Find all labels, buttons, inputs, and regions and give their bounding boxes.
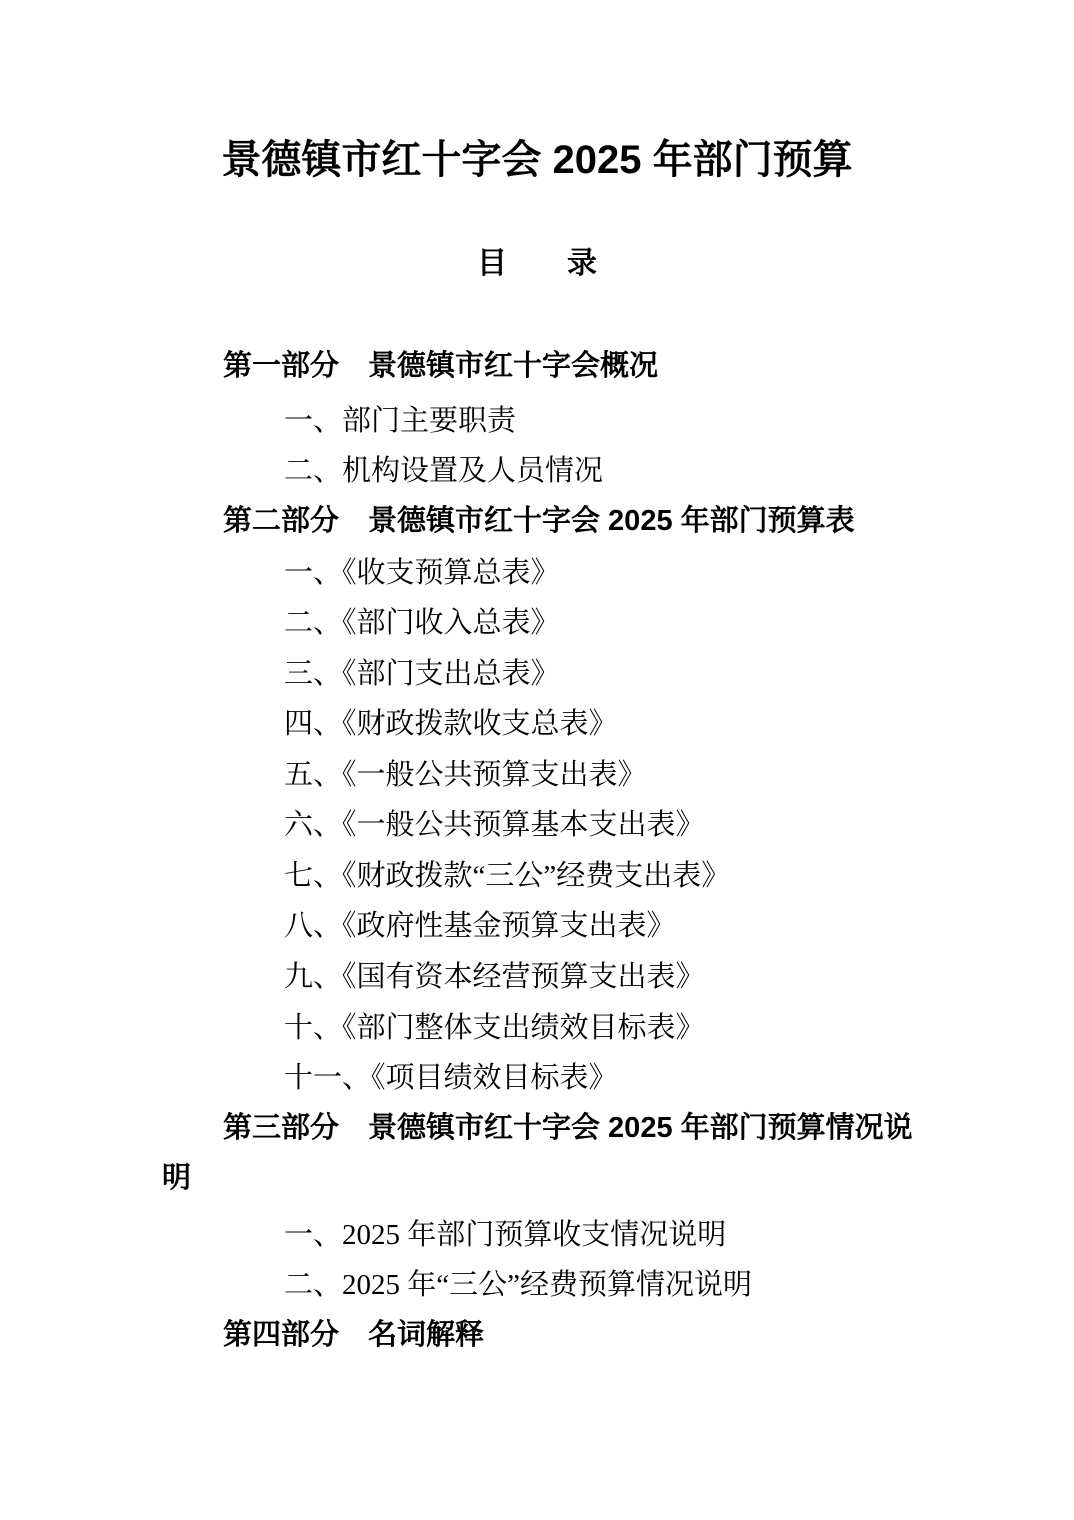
toc-item: 十一、《项目绩效目标表》 (284, 1062, 618, 1094)
toc-item: 一、《收支预算总表》 (284, 557, 560, 589)
toc-item: 二、机构设置及人员情况 (284, 455, 604, 487)
toc-item: 六、《一般公共预算基本支出表》 (284, 809, 705, 841)
document-title: 景德镇市红十字会 2025 年部门预算 (221, 138, 853, 182)
toc-item: 八、《政府性基金预算支出表》 (284, 910, 676, 942)
toc-item: 四、《财政拨款收支总表》 (284, 708, 618, 740)
toc-heading: 目 录 (477, 247, 597, 280)
toc-item: 九、《国有资本经营预算支出表》 (284, 961, 705, 993)
toc-item: 二、2025 年“三公”经费预算情况说明 (284, 1269, 752, 1301)
toc-item: 一、部门主要职责 (284, 405, 517, 437)
toc-item: 二、《部门收入总表》 (284, 607, 560, 639)
toc-section-heading: 第三部分 景德镇市红十字会 2025 年部门预算情况说 (223, 1112, 913, 1144)
toc-item: 十、《部门整体支出绩效目标表》 (284, 1012, 705, 1044)
toc-section-heading: 第二部分 景德镇市红十字会 2025 年部门预算表 (223, 505, 855, 537)
toc-item: 三、《部门支出总表》 (284, 658, 560, 690)
toc-item: 七、《财政拨款“三公”经费支出表》 (284, 860, 731, 892)
toc-section-heading: 第一部分 景德镇市红十字会概况 (223, 350, 659, 382)
toc-section-heading-continuation: 明 (162, 1162, 192, 1194)
toc-item: 一、2025 年部门预算收支情况说明 (284, 1219, 727, 1251)
toc-item: 五、《一般公共预算支出表》 (284, 759, 647, 791)
toc-section-heading: 第四部分 名词解释 (223, 1319, 485, 1351)
